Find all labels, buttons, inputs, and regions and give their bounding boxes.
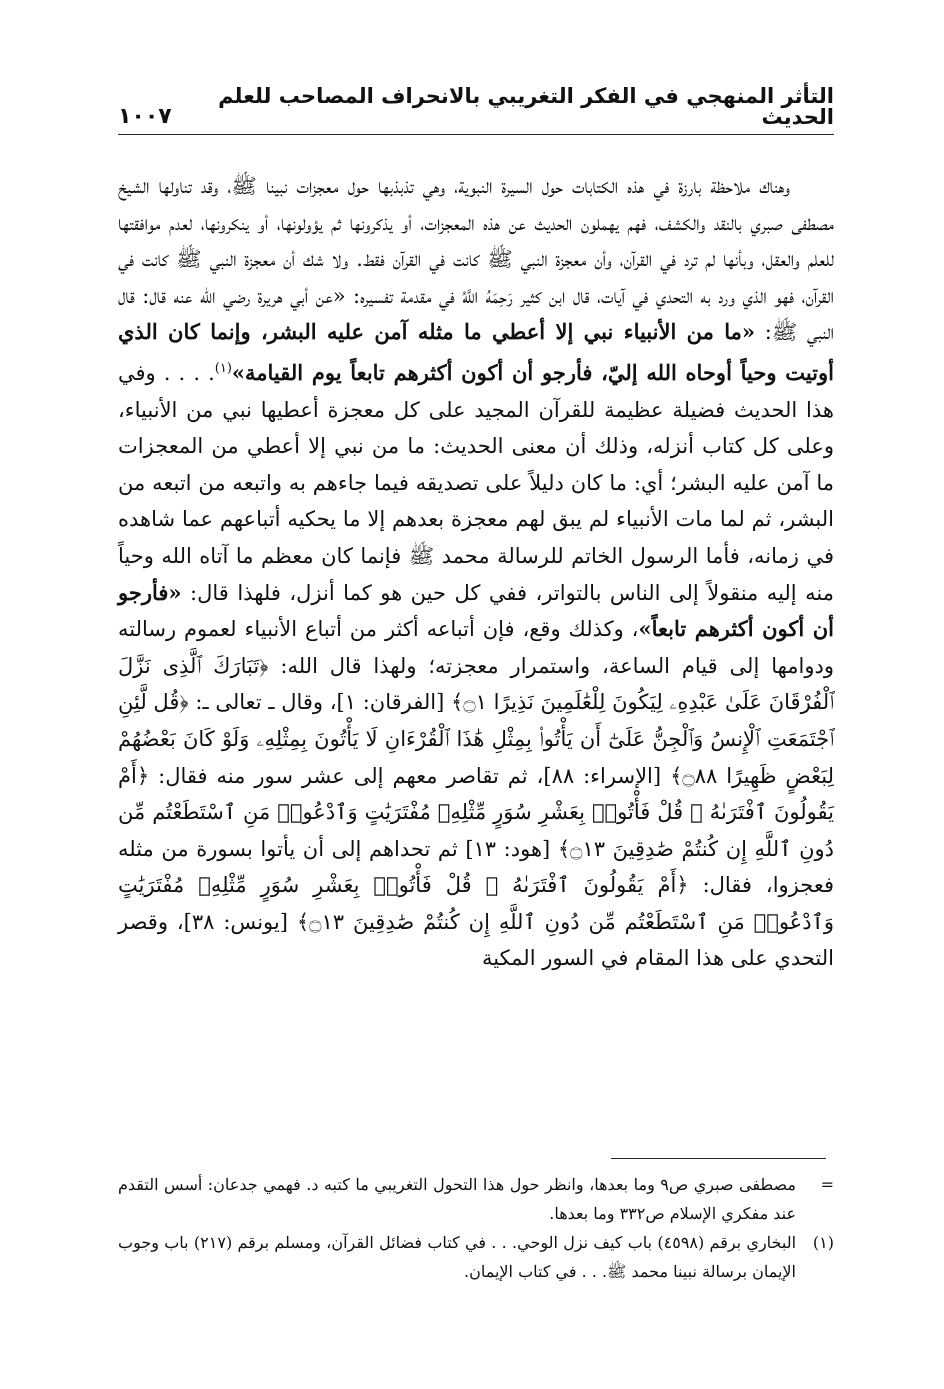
hadith-quote: «فأرجو أن أكون أكثرهم تابعاً» xyxy=(118,579,834,642)
footnote-item xyxy=(118,1228,834,1286)
text-run: ، وكذلك وقع، فإن أتباعه أكثر من أتباع الأنبياء لعموم رسالته ودوامها إلى قيام الساعة، واستمرار معجزته؛ ولهذا قال الله: xyxy=(118,617,834,678)
running-title: التأثر المنهجي في الفكر التغريبي بالانحراف المصاحب للعلم الحديث xyxy=(218,84,834,129)
verse-citation: [يونس: ٣٨]، وقصر التحدي على هذا المقام في السور المكية xyxy=(118,909,834,971)
page-number: ١٠٠٧ xyxy=(118,104,172,129)
page-header xyxy=(118,84,834,135)
footnote-marker: (١) xyxy=(812,1233,834,1252)
footnote-divider xyxy=(611,1158,826,1159)
hadith-quote: «ما من الأنبياء نبي إلا أعطي ما مثله آمن عليه البشر، وإنما كان الذي أوتيت وحياً أوحاه الله إليّ، فأرجو أن أكون أكثرهم تابعاً يوم القيامة» xyxy=(118,319,834,385)
quran-verse: ﴿تَبَارَكَ ٱلَّذِى نَزَّلَ ٱلْفُرْقَانَ عَلَىٰ عَبْدِهِۦ لِيَكُونَ لِلْعَٰلَمِينَ نَذِيرًا ۝١﴾ xyxy=(118,653,834,715)
verse-citation: [هود: ١٣] ثم تحداهم إلى أن يأتوا بسورة من مثله فعجزوا، فقال: xyxy=(118,836,834,898)
verse-citation: [الإسراء: ٨٨]، ثم تقاصر معهم إلى عشر سور منه فقال: xyxy=(149,763,671,788)
paragraph xyxy=(118,168,834,977)
footnote-item xyxy=(118,1170,834,1228)
text-run: وهناك ملاحظة بارزة في هذه الكتابات حول السيرة النبوية، وهي تذبذبها حول معجزات نبينا ﷺ، وقد تناولها الشيخ مصطفى صبري بالنقد والكشف، فهم يهملون الحديث عن هذه المعجزات، أو يذكرونها ثم يؤولونها، أو ينكرونها، لعدم موافقتها للعلم والعقل، وبأنها لم ترد في القرآن، وأن معجزة النبي ﷺ كانت في القرآن فقط. ولا شك أن معجزة النبي ﷺ كانت في القرآن، فهو الذي ورد به التحدي في آيات، قال ابن كثير رَحِمَهُ اللَّهُ في مقدمة تفسيره: «عن أبي هريرة رضي الله عنه قال: قال النبي ﷺ: xyxy=(118,174,834,345)
footnote-text: مصطفى صبري ص٩ وما بعدها، وانظر حول هذا التحول التغريبي ما كتبه د. فهمي جدعان: أسس التقدم عند مفكري الإسلام ص٣٣٢ وما بعدها. xyxy=(118,1175,796,1223)
footnote-reference: (١) xyxy=(214,360,232,376)
footnote-text: البخاري برقم (٤٥٩٨) باب كيف نزل الوحي. . . في كتاب فضائل القرآن، ومسلم برقم (٢١٧) باب وجوب الإيمان برسالة نبينا محمد ﷺ. . . في كتاب الإيمان. xyxy=(118,1233,797,1281)
verse-citation: [الفرقان: ١]، وقال ـ تعالى ـ: xyxy=(188,690,452,715)
quran-verse: ﴿أَمْ يَقُولُونَ ٱفْتَرَىٰهُ ۖ قُلْ فَأْتُوا۟ بِعَشْرِ سُوَرٍ مِّثْلِهِۦ مُفْتَرَيَٰتٍ وَٱدْعُوا۟ مَنِ ٱسْتَطَعْتُم مِّن دُونِ ٱللَّهِ إِن كُنتُمْ صَٰدِقِينَ ۝١٣﴾ xyxy=(118,873,834,934)
footnotes xyxy=(118,1170,834,1286)
quran-verse: ﴿قُل لَّئِنِ ٱجْتَمَعَتِ ٱلْإِنسُ وَٱلْجِنُّ عَلَىٰٓ أَن يَأْتُوا۟ بِمِثْلِ هَٰذَا ٱلْقُرْءَانِ لَا يَأْتُونَ بِمِثْلِهِۦ وَلَوْ كَانَ بَعْضُهُمْ لِبَعْضٍ ظَهِيرًا ۝٨٨﴾ xyxy=(118,690,834,788)
quran-verse: ﴿أَمْ يَقُولُونَ ٱفْتَرَىٰهُ ۖ قُلْ فَأْتُوا۟ بِعَشْرِ سُوَرٍ مِّثْلِهِۦ مُفْتَرَيَٰتٍ وَٱدْعُوا۟ مَنِ ٱسْتَطَعْتُم مِّن دُونِ ٱللَّهِ إِن كُنتُمْ صَٰدِقِينَ ۝١٣﴾ xyxy=(118,763,834,861)
footnote-marker: = xyxy=(820,1175,834,1194)
main-text xyxy=(118,168,834,977)
text-run: . . . . وفي هذا الحديث فضيلة عظيمة للقرآن المجيد على كل معجزة أعطيها نبي من الأنبياء، وعلى كل كتاب أنزله، وذلك أن معنى الحديث: ما من نبي إلا أعطي من المعجزات ما آمن عليه البشر؛ أي: ما كان دليلاً على تصديقه فيما جاءهم به واتبعه من اتبعه من البشر، ثم لما مات الأنبياء لم يبق لهم معجزة بعدهم إلا ما يحكيه أتباعهم عما شاهده في زمانه، فأما الرسول الخاتم للرسالة محمد ﷺ فإنما كان معظم ما آتاه الله وحياً منه إليه منقولاً إلى الناس بالتواتر، ففي كل حين هو كما أنزل، فلهذا قال: xyxy=(118,360,834,605)
